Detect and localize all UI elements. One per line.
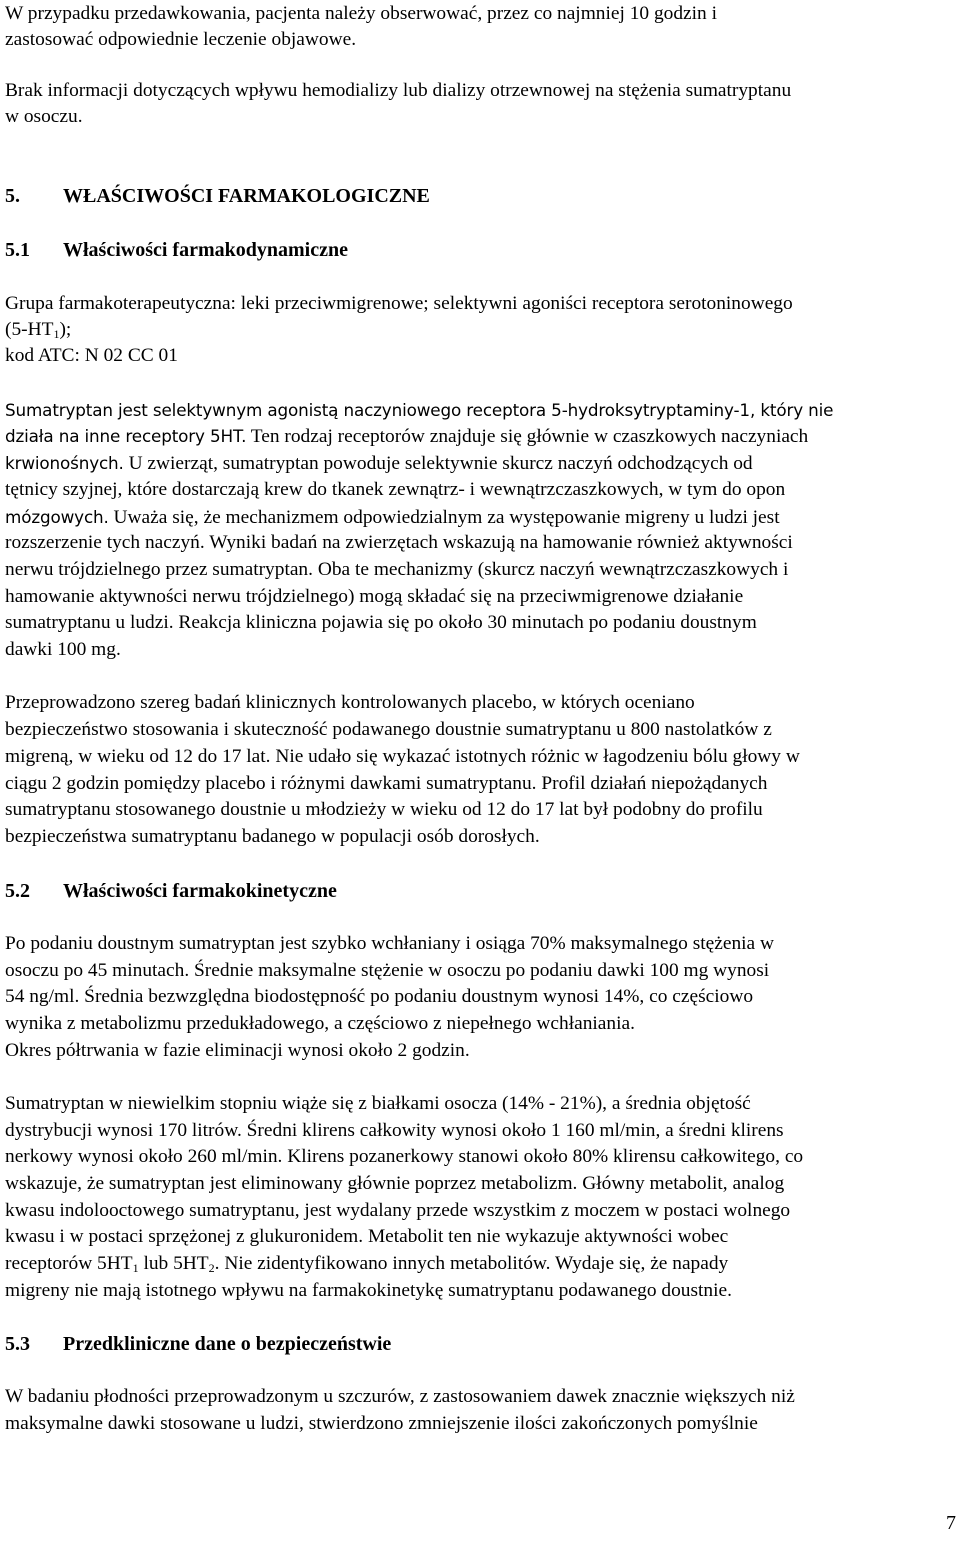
distribution-line [5,1252,728,1276]
trials-line: migreną, w wieku od 12 do 17 lat. Nie udało się wykazać istotnych różnic w łagodzeniu bólu głowy w [5,746,800,767]
text-run: krwionośnych. [5,453,124,473]
section-title: Właściwości farmakodynamiczne [63,239,348,261]
pharmacotherapeutic-group-line: Grupa farmakoterapeutyczna: leki przeciwmigrenowe; selektywni agoniści receptora serotoninowego [5,293,793,314]
absorption-line: 54 ng/ml. Średnia bezwzględna biodostępność po podaniu doustnym wynosi 14%, co częściowo [5,986,754,1007]
text-run: (5-HT [5,319,54,340]
section-title: Właściwości farmakokinetyczne [63,880,337,902]
distribution-line: dystrybucji wynosi 170 litrów. Średni klirens całkowity wynosi około 1 160 ml/min, a średni klirens [5,1120,784,1141]
absorption-line: osoczu po 45 minutach. Średnie maksymalne stężenie w osoczu po podaniu dawki 100 mg wynosi [5,960,770,981]
mechanism-line: tętnicy szyjnej, które dostarczają krew do tkanek zewnątrz- i wewnątrzczaszkowych, w tym do opon [5,479,786,500]
section-title: Przedkliniczne dane o bezpieczeństwie [63,1333,392,1355]
text-run: Uważa się, że mechanizmem odpowiedzialnym za występowanie migreny u ludzi jest [108,507,780,528]
subscript: 1 [132,1261,139,1275]
mechanism-line: hamowanie aktywności nerwu trójdzielnego) mogą składać się na przeciwmigrenowe działanie [5,586,744,607]
distribution-line: kwasu indolooctowego sumatryptanu, jest wydalany przede wszystkim z moczem w postaci wolnego [5,1200,791,1221]
subscript: 1 [53,327,60,341]
section-5-2-heading [5,879,337,903]
dialysis-line: Brak informacji dotyczących wpływu hemodializy lub dializy otrzewnowej na stężenia sumatryptanu [5,80,792,101]
atc-code: kod ATC: N 02 CC 01 [5,345,178,366]
trials-line: bezpieczeństwo stosowania i skuteczność podawanego doustnie sumatryptanu u 800 nastolatków z [5,719,772,740]
distribution-line: kwasu i w postaci sprzężonej z glukuronidem. Metabolit ten nie wykazuje aktywności wobec [5,1226,729,1247]
text-run: mózgowych. [5,507,109,527]
preclinical-line: maksymalne dawki stosowane u ludzi, stwierdzono zmniejszenie ilości zakończonych pomyślnie [5,1413,758,1434]
trials-line: sumatryptanu stosowanego doustnie u młodzieży w wieku od 12 do 17 lat był podobny do profilu [5,799,763,820]
distribution-line: nerkowy wynosi około 260 ml/min. Klirens pozanerkowy stanowi około 80% klirensu całkowitego, co [5,1146,804,1167]
dialysis-line: w osoczu. [5,106,83,127]
text-run: lub 5HT [138,1253,209,1274]
text-run: receptorów 5HT [5,1253,133,1274]
absorption-line: wynika z metabolizmu przedukładowego, a częściowo z niepełnego wchłaniania. [5,1013,635,1034]
text-run: Ten rodzaj receptorów znajduje się głównie w czaszkowych naczyniach [246,426,809,447]
text-run: . Nie zidentyfikowano innych metabolitów. Wydaje się, że napady [214,1253,729,1274]
mechanism-line: Sumatryptan jest selektywnym agonistą naczyniowego receptora 5-hydroksytryptaminy-1, który nie [5,400,834,420]
preclinical-line: W badaniu płodności przeprowadzonym u szczurów, z zastosowaniem dawek znacznie większych niż [5,1386,795,1407]
page-number: 7 [946,1512,956,1534]
overdose-line: W przypadku przedawkowania, pacjenta należy obserwować, przez co najmniej 10 godzin i [5,3,717,24]
absorption-line: Po podaniu doustnym sumatryptan jest szybko wchłaniany i osiąga 70% maksymalnego stężenia w [5,933,775,954]
pharmacotherapeutic-group-line [5,318,71,342]
section-5-1-heading [5,238,348,262]
mechanism-line [5,451,753,476]
absorption-line: Okres półtrwania w fazie eliminacji wynosi około 2 godzin. [5,1040,470,1061]
mechanism-line: nerwu trójdzielnego przez sumatryptan. Oba te mechanizmy (skurcz naczyń wewnątrzczaszkowych i [5,559,789,580]
trials-line: ciągu 2 godzin pomiędzy placebo i różnymi dawkami sumatryptanu. Profil działań niepożądanych [5,773,768,794]
section-number: 5.1 [5,239,30,261]
distribution-line: wskazuje, że sumatryptan jest eliminowany głównie poprzez metabolizm. Główny metabolit, analog [5,1173,785,1194]
overdose-line: zastosować odpowiednie leczenie objawowe. [5,29,357,50]
section-5-3-heading [5,1332,391,1356]
trials-line: bezpieczeństwa sumatryptanu badanego w populacji osób dorosłych. [5,826,540,847]
distribution-line: migreny nie mają istotnego wpływu na farmakokinetykę sumatryptanu podawanego doustnie. [5,1280,732,1301]
section-number: 5.2 [5,880,30,902]
text-run: działa na inne receptory 5HT. [5,426,247,446]
section-title: WŁAŚCIWOŚCI FARMAKOLOGICZNE [63,185,430,207]
mechanism-line [5,424,808,449]
text-run: U zwierząt, sumatryptan powoduje selektywnie skurcz naczyń odchodzących od [123,453,753,474]
section-5-heading [5,184,430,208]
trials-line: Przeprowadzono szereg badań klinicznych kontrolowanych placebo, w których oceniano [5,692,695,713]
mechanism-line [5,505,780,530]
mechanism-line: dawki 100 mg. [5,639,121,660]
section-number: 5.3 [5,1333,30,1355]
subscript: 2 [208,1261,215,1275]
distribution-line: Sumatryptan w niewielkim stopniu wiąże się z białkami osocza (14% - 21%), a średnia objętość [5,1093,751,1114]
mechanism-line: rozszerzenie tych naczyń. Wyniki badań na zwierzętach wskazują na hamowanie również aktywności [5,532,793,553]
mechanism-line: sumatryptanu u ludzi. Reakcja kliniczna pojawia się po około 30 minutach po podaniu doustnym [5,612,757,633]
text-run: ); [59,319,72,340]
section-number: 5. [5,185,20,207]
